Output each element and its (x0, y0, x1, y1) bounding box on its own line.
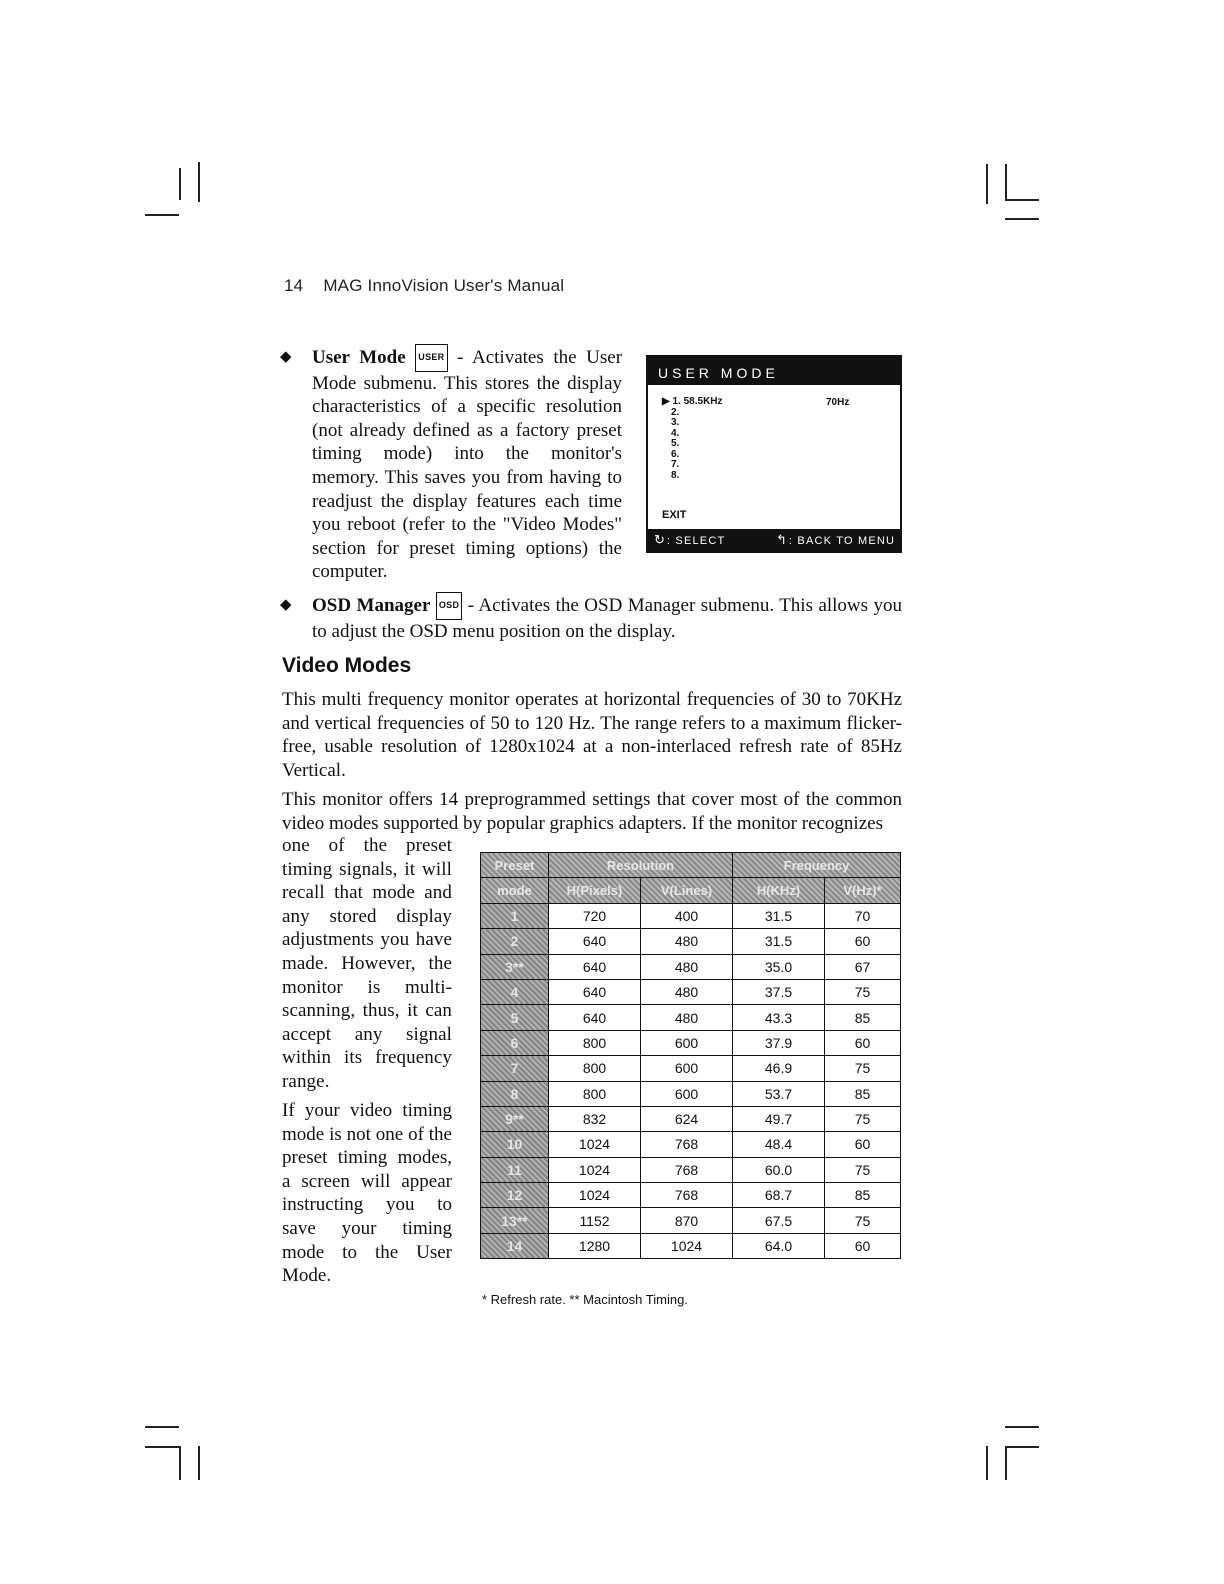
table-group-header-row (481, 853, 901, 878)
mode-cell: 5 (481, 1005, 549, 1030)
osd-badge-icon: OSD (436, 592, 462, 620)
back-button-icon: ↰ (776, 532, 787, 547)
selection-arrow-icon: ▶ (662, 396, 670, 407)
table-cell: 37.9 (733, 1030, 825, 1055)
table-cell: 600 (641, 1056, 733, 1081)
table-row (481, 1081, 901, 1106)
osd-item: 8. (671, 469, 680, 481)
table-row (481, 1157, 901, 1182)
table-cell: 64.0 (733, 1233, 825, 1258)
table-cell: 1152 (549, 1208, 641, 1233)
table-cell: 768 (641, 1183, 733, 1208)
table-cell: 49.7 (733, 1106, 825, 1131)
user-mode-text: - Activates the User Mode submenu. This stores the display characteristics of a specific resolution (not already defined as a factory preset timing mode) into the monitor's memory. This saves you from having to readjust the display features each time you reboot (refer to the "Video Modes" section for preset timing options) the computer. (312, 347, 623, 583)
crop-mark (1005, 199, 1039, 201)
table-row (481, 1132, 901, 1157)
table-row (481, 1183, 901, 1208)
table-cell: 1024 (641, 1233, 733, 1258)
osd-manager-paragraph (312, 592, 902, 643)
table-cell: 75 (825, 1208, 901, 1233)
osd-item-1-hz: 70Hz (826, 397, 850, 408)
table-row (481, 954, 901, 979)
table-cell: 75 (825, 1106, 901, 1131)
crop-mark (179, 1446, 181, 1480)
preset-timing-table (480, 852, 901, 1259)
bullet-diamond-icon: ◆ (280, 349, 292, 365)
table-cell: 43.3 (733, 1005, 825, 1030)
osd-item-list (662, 397, 723, 481)
section-heading: Video Modes (282, 654, 412, 677)
table-cell: 600 (641, 1030, 733, 1055)
crop-mark (986, 164, 988, 204)
crop-mark (179, 168, 181, 200)
running-header (284, 276, 564, 296)
crop-mark (986, 1446, 988, 1480)
table-row (481, 1030, 901, 1055)
table-cell: 640 (549, 954, 641, 979)
mode-cell: 14 (481, 1233, 549, 1258)
table-cell: 640 (549, 929, 641, 954)
table-cell: 67 (825, 954, 901, 979)
mode-cell: 9** (481, 1106, 549, 1131)
table-cell: 1024 (549, 1132, 641, 1157)
table-cell: 60 (825, 1132, 901, 1157)
table-cell: 37.5 (733, 979, 825, 1004)
table-row (481, 1208, 901, 1233)
table-cell: 768 (641, 1132, 733, 1157)
crop-mark (1005, 1446, 1007, 1480)
crop-mark (198, 1446, 200, 1480)
crop-mark (198, 162, 200, 202)
crop-mark (145, 1426, 179, 1428)
table-cell: 480 (641, 1005, 733, 1030)
mode-cell: 4 (481, 979, 549, 1004)
osd-item: 3. (671, 417, 680, 428)
table-cell: 85 (825, 1005, 901, 1030)
table-cell: 60 (825, 1030, 901, 1055)
table-column-header-row (481, 878, 901, 903)
osd-item: 6. (671, 448, 680, 460)
table-cell: 640 (549, 1005, 641, 1030)
table-cell: 480 (641, 954, 733, 979)
table-row (481, 979, 901, 1004)
table-row (481, 1233, 901, 1258)
table-header: mode (481, 878, 549, 903)
table-cell: 75 (825, 979, 901, 1004)
osd-title: USER MODE (648, 357, 900, 385)
table-header: Preset (481, 853, 549, 878)
table-cell: 800 (549, 1030, 641, 1055)
table-cell: 480 (641, 979, 733, 1004)
table-cell: 720 (549, 903, 641, 928)
osd-manager-term: OSD Manager (312, 595, 431, 616)
mode-cell: 6 (481, 1030, 549, 1055)
table-cell: 1280 (549, 1233, 641, 1258)
table-cell: 640 (549, 979, 641, 1004)
osd-footer (648, 529, 900, 551)
table-header: Resolution (549, 853, 733, 878)
osd-exit: EXIT (662, 509, 687, 521)
osd-item: 7. (671, 459, 680, 470)
bullet-diamond-icon: ◆ (280, 597, 292, 613)
mode-cell: 12 (481, 1183, 549, 1208)
table-cell: 60.0 (733, 1157, 825, 1182)
table-cell: 85 (825, 1183, 901, 1208)
crop-mark (1005, 1446, 1039, 1448)
crop-mark (1005, 164, 1007, 200)
user-mode-osd-panel (646, 355, 902, 553)
table-footnote: * Refresh rate. ** Macintosh Timing. (482, 1292, 688, 1307)
video-modes-para-3: one of the preset timing signals, it will recall that mode and any stored display adjustments you have made. However, the monitor is multi-scanning, thus, it can accept any signal within its frequency range. (282, 835, 452, 1092)
table-cell: 67.5 (733, 1208, 825, 1233)
table-cell: 870 (641, 1208, 733, 1233)
table-row (481, 903, 901, 928)
table-cell: 800 (549, 1081, 641, 1106)
video-modes-para-4: If your video timing mode is not one of the preset timing modes, a screen will appear instructing you to save your timing mode to the User Mode. (282, 1100, 452, 1287)
mode-cell: 10 (481, 1132, 549, 1157)
table-cell: 75 (825, 1056, 901, 1081)
mode-cell: 13** (481, 1208, 549, 1233)
table-header: Frequency (733, 853, 901, 878)
manual-title: MAG InnoVision User's Manual (323, 276, 565, 295)
table-cell: 768 (641, 1157, 733, 1182)
table-row (481, 1056, 901, 1081)
table-cell: 480 (641, 929, 733, 954)
table-cell: 70 (825, 903, 901, 928)
table-cell: 1024 (549, 1157, 641, 1182)
table-cell: 600 (641, 1081, 733, 1106)
table-cell: 75 (825, 1157, 901, 1182)
table-header: V(Lines) (641, 878, 733, 903)
table-header: V(Hz)* (825, 878, 901, 903)
osd-item: 2. (671, 406, 680, 418)
table-cell: 31.5 (733, 903, 825, 928)
mode-cell: 3** (481, 954, 549, 979)
mode-cell: 8 (481, 1081, 549, 1106)
table-cell: 53.7 (733, 1081, 825, 1106)
user-mode-paragraph (312, 344, 622, 584)
mode-cell: 1 (481, 903, 549, 928)
select-knob-icon: ↻ (654, 532, 665, 547)
table-cell: 35.0 (733, 954, 825, 979)
table-cell: 60 (825, 929, 901, 954)
table-cell: 68.7 (733, 1183, 825, 1208)
mode-cell: 2 (481, 929, 549, 954)
table-cell: 31.5 (733, 929, 825, 954)
table-header: H(Pixels) (549, 878, 641, 903)
crop-mark (1005, 1426, 1039, 1428)
user-badge-icon: USER (415, 344, 447, 372)
table-row (481, 1106, 901, 1131)
table-cell: 624 (641, 1106, 733, 1131)
mode-cell: 11 (481, 1157, 549, 1182)
osd-item-1: ▶ 1. 58.5KHz (662, 396, 723, 407)
table-cell: 85 (825, 1081, 901, 1106)
table-cell: 800 (549, 1056, 641, 1081)
crop-mark (145, 1446, 179, 1448)
video-modes-para-1: This multi frequency monitor operates at horizontal frequencies of 30 to 70KHz and vertical frequencies of 50 to 120 Hz. The range refers to a maximum flicker-free, usable resolution of 1280x1024 at a non-interlaced refresh rate of 85Hz Vertical. (282, 689, 902, 781)
table-cell: 832 (549, 1106, 641, 1131)
table-row (481, 1005, 901, 1030)
osd-select-hint: ↻ : SELECT (654, 532, 726, 547)
table-cell: 400 (641, 903, 733, 928)
table-cell: 46.9 (733, 1056, 825, 1081)
video-modes-para-2: This monitor offers 14 preprogrammed settings that cover most of the common video modes supported by popular graphics adapters. If the monitor recognizes (282, 789, 902, 834)
table-cell: 48.4 (733, 1132, 825, 1157)
table-cell: 60 (825, 1233, 901, 1258)
user-mode-term: User Mode (312, 347, 406, 368)
table-body (481, 903, 901, 1258)
mode-cell: 7 (481, 1056, 549, 1081)
table-cell: 1024 (549, 1183, 641, 1208)
osd-manager-text: - Activates the OSD Manager submenu. This allows you to adjust the OSD menu position on the display. (312, 595, 902, 642)
osd-item: 4. (671, 427, 680, 439)
table-header: H(KHz) (733, 878, 825, 903)
osd-item: 5. (671, 438, 680, 449)
page-number: 14 (284, 276, 304, 295)
osd-back-hint: ↰ : BACK TO MENU (776, 532, 896, 547)
crop-mark (1005, 218, 1039, 220)
table-row (481, 929, 901, 954)
crop-mark (145, 214, 179, 216)
